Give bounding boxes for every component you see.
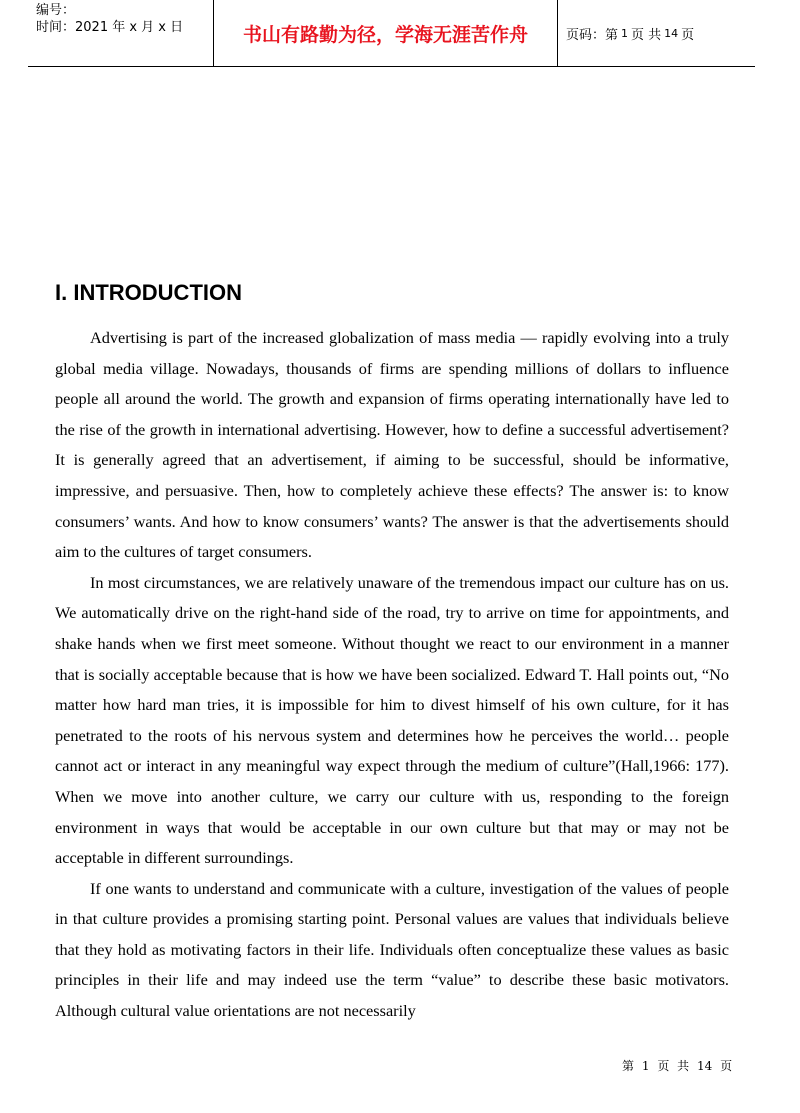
section-title: I. INTRODUCTION bbox=[55, 280, 242, 305]
header-motto: 书山有路勤为径，学海无涯苦作舟 bbox=[242, 23, 528, 46]
header-page-suffix: 页 bbox=[681, 27, 695, 43]
footer-page-current: 1 bbox=[641, 1059, 650, 1073]
header-motto-cell bbox=[213, 0, 558, 66]
document-time-label: 时间：2021 年 x 月 x 日 bbox=[36, 20, 184, 35]
footer-suffix: 页 bbox=[720, 1059, 733, 1073]
page-footer bbox=[620, 1057, 734, 1074]
paragraph: In most circumstances, we are relatively unaware of the tremendous impact our culture has on us. We automatically drive on the right-hand side of the road, try to arrive on time for appointments, and shake hands when we first meet someone. Without thought we react to our environment in a manner that is socially acceptable because that is how we have been socialized. Edward T. Hall points out, “No matter how hard man tries, it is impossible for him to divest himself of his own culture, for it has penetrated to the roots of his nervous system and determines how he perceives the world… people cannot act or interact in any meaningful way expect through the medium of culture”(Hall,1966: 177). When we move into another culture, we carry our culture with us, responding to the foreign environment in ways that would be acceptable in our own culture but that may or may not be acceptable in different surroundings. bbox=[55, 572, 729, 868]
footer-mid1: 页 bbox=[657, 1059, 670, 1073]
footer-prefix: 第 bbox=[622, 1059, 635, 1073]
paragraph: If one wants to understand and communicate with a culture, investigation of the values of people in that culture provides a promising starting point. Personal values are values that individuals believe that they hold as motivating factors in their life. Individuals often conceptualize these values as basic principles in their life and may indeed use the term “value” to describe these basic motivators. Although cultural value orientations are not necessarily bbox=[55, 878, 729, 1021]
page-header bbox=[28, 0, 755, 67]
header-page-current: 1 bbox=[621, 26, 629, 40]
document-number-label: 编号： bbox=[36, 3, 76, 18]
header-info bbox=[28, 0, 213, 66]
footer-page-total: 14 bbox=[697, 1059, 713, 1073]
footer-mid2: 共 bbox=[677, 1059, 690, 1073]
header-page-mid: 页 共 bbox=[631, 27, 662, 43]
header-page-info bbox=[558, 0, 755, 66]
header-page-label: 页码：第 bbox=[566, 27, 619, 43]
paragraph: Advertising is part of the increased globalization of mass media — rapidly evolving into a truly global media village. Nowadays, thousands of firms are spending millions of dollars to influence people all around the world. The growth and expansion of firms operating internationally have led to the rise of the growth in international advertising. However, how to define a successful advertisement? It is generally agreed that an advertisement, if aiming to be successful, should be informative, impressive, and persuasive. Then, how to completely achieve these effects? The answer is: to know consumers’ wants. And how to know consumers’ wants? The answer is that the advertisements should aim to the cultures of target consumers. bbox=[55, 328, 729, 562]
document-body bbox=[55, 323, 729, 1027]
header-page-total: 14 bbox=[664, 26, 679, 40]
